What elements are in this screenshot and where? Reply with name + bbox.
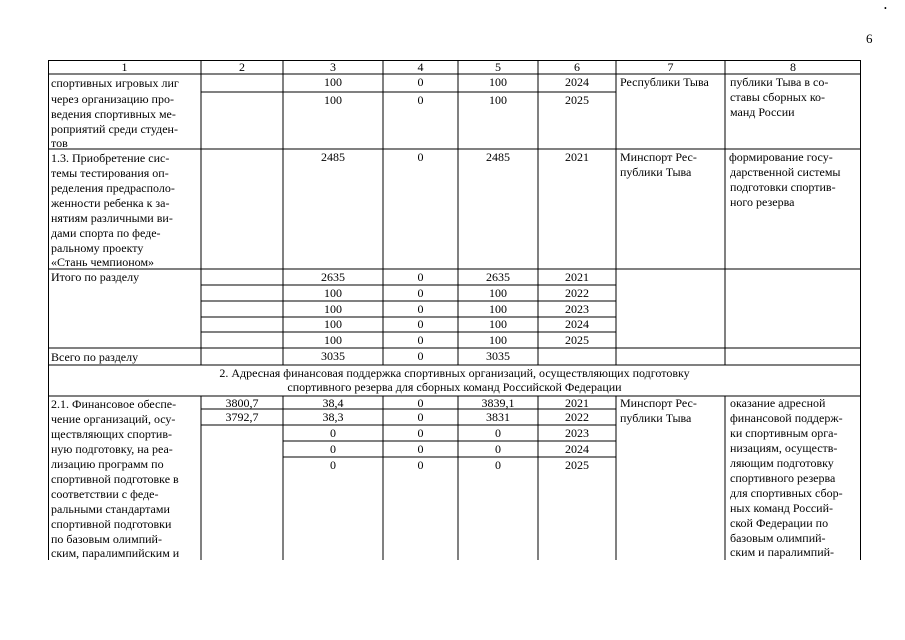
- text-line: ного резерва: [730, 195, 795, 209]
- cell-c5: 0: [495, 458, 501, 472]
- text-line: спортивного резерва: [730, 471, 836, 485]
- text-line: нятиям различными ви-: [51, 211, 173, 225]
- cell-c4: 0: [417, 396, 424, 410]
- cell-c3: 38,3: [322, 410, 344, 424]
- text-line: дами спорта по феде-: [51, 226, 161, 240]
- cell-c2: 3792,7: [225, 410, 259, 424]
- text-line: 2.1. Финансовое обеспе-: [51, 397, 177, 411]
- cell-c4: 0: [417, 286, 424, 300]
- cell-c5: 0: [495, 426, 501, 440]
- text-line: ную подготовку, на реа-: [51, 442, 173, 456]
- vsego-label: Всего по разделу: [51, 350, 139, 364]
- cell-c3: 2485: [321, 150, 345, 164]
- cell-c5: 100: [489, 286, 507, 300]
- text-line: оказание адресной: [730, 396, 826, 410]
- cell-c3: 38,4: [322, 396, 344, 410]
- text-line: ральными стандартами: [51, 502, 170, 516]
- cell-c5: 100: [489, 75, 507, 89]
- cell-c6: 2025: [565, 93, 589, 107]
- text-line: ской Федерации по: [730, 516, 829, 530]
- text-line: ведения спортивных ме-: [51, 107, 176, 121]
- cell-c5: 3839,1: [481, 396, 515, 410]
- page-number: 6: [866, 31, 873, 46]
- cell-c3: 3035: [321, 349, 345, 363]
- cell-c6: 2025: [565, 333, 589, 347]
- cell-c3: 0: [330, 426, 336, 440]
- text-line: финансовой поддерж-: [730, 411, 843, 425]
- text-line: через организацию про-: [51, 92, 174, 106]
- cell-c5: 100: [489, 93, 507, 107]
- text-line: ским, паралимпийским и: [51, 546, 180, 560]
- text-line: ральному проекту: [51, 241, 144, 255]
- cell-c5: 3035: [486, 349, 510, 363]
- header-col-7: 7: [667, 60, 674, 74]
- text-line: низациям, осуществ-: [730, 441, 838, 455]
- cell-c6: 2021: [565, 270, 589, 284]
- text-line: Минспорт Рес-: [620, 150, 697, 164]
- text-line: темы тестирования оп-: [51, 166, 169, 180]
- cell-c4: 0: [417, 317, 424, 331]
- text-line: подготовки спортив-: [730, 180, 836, 194]
- cell-c4: 0: [417, 349, 424, 363]
- section-2-title-line2: спортивного резерва для сборных команд Российской Федерации: [287, 380, 622, 394]
- cell-c3: 100: [324, 75, 342, 89]
- header-col-4: 4: [417, 60, 424, 74]
- text-line: формирование госу-: [729, 150, 833, 164]
- cell-c3: 100: [324, 286, 342, 300]
- text-line: чение организаций, осу-: [51, 412, 176, 426]
- text-line: ским и паралимпий-: [730, 545, 835, 559]
- header-col-2: 2: [239, 60, 245, 74]
- text-line: по базовым олимпий-: [51, 532, 162, 546]
- cell-c5: 2485: [486, 150, 510, 164]
- text-line: ставы сборных ко-: [730, 90, 826, 104]
- text-line: соответствии с феде-: [51, 487, 159, 501]
- text-line: публики Тыва: [620, 411, 692, 425]
- section-2-title-line1: 2. Адресная финансовая поддержка спортивных организаций, осуществляющих подготовку: [219, 366, 690, 380]
- cell-c5: 100: [489, 333, 507, 347]
- text-line: Минспорт Рес-: [620, 396, 697, 410]
- text-line: спортивной подготовки: [51, 517, 172, 531]
- cell-c6: 2023: [565, 426, 589, 440]
- text-line: для спортивных сбор-: [730, 486, 843, 500]
- text-line: дарственной системы: [730, 165, 841, 179]
- block1-executor: Республики Тыва: [620, 75, 709, 89]
- cell-c3: 100: [324, 317, 342, 331]
- text-line: ределения предрасполо-: [51, 181, 175, 195]
- text-line: публики Тыва: [620, 165, 692, 179]
- cell-c6: 2022: [565, 410, 589, 424]
- cell-c5: 0: [495, 442, 501, 456]
- cell-c6: 2021: [565, 396, 589, 410]
- cell-c3: 100: [324, 93, 342, 107]
- corner-mark: •: [884, 4, 887, 13]
- cell-c4: 0: [417, 458, 424, 472]
- text-line: ных команд Россий-: [730, 501, 834, 515]
- cell-c3: 0: [330, 442, 336, 456]
- text-line: публики Тыва в со-: [730, 75, 829, 89]
- header-col-1: 1: [121, 60, 128, 74]
- text-line: 1.3. Приобретение сис-: [51, 151, 170, 165]
- header-col-5: 5: [495, 60, 501, 74]
- header-col-6: 6: [574, 60, 580, 74]
- text-line: манд России: [730, 105, 795, 119]
- cell-c6: 2025: [565, 458, 589, 472]
- cell-c5: 100: [489, 302, 507, 316]
- header-col-3: 3: [330, 60, 336, 74]
- cell-c5: 3831: [486, 410, 510, 424]
- cell-c3: 100: [324, 302, 342, 316]
- cell-c6: 2021: [565, 150, 589, 164]
- cell-c5: 100: [489, 317, 507, 331]
- cell-c4: 0: [417, 442, 424, 456]
- cell-c4: 0: [417, 150, 424, 164]
- cell-c6: 2023: [565, 302, 589, 316]
- text-line: спортивных игровых лиг: [51, 76, 179, 90]
- cell-c5: 2635: [486, 270, 510, 284]
- program-table: [48, 60, 861, 560]
- cell-c4: 0: [417, 302, 424, 316]
- cell-c2: 3800,7: [225, 396, 259, 410]
- itogo-label: Итого по разделу: [51, 270, 140, 284]
- cell-c6: 2024: [565, 75, 589, 89]
- text-line: ки спортивным орга-: [730, 426, 838, 440]
- cell-c4: 0: [417, 93, 424, 107]
- cell-c4: 0: [417, 270, 424, 284]
- text-line: роприятий среди студен-: [51, 122, 178, 136]
- header-col-8: 8: [790, 60, 796, 74]
- cell-c6: 2022: [565, 286, 589, 300]
- text-line: женности ребенка к за-: [51, 196, 170, 210]
- text-line: спортивной подготовке в: [51, 472, 179, 486]
- text-line: ляющим подготовку: [730, 456, 834, 470]
- text-line: базовым олимпий-: [730, 531, 826, 545]
- cell-c6: 2024: [565, 442, 589, 456]
- text-line: ществляющих спортив-: [51, 427, 172, 441]
- cell-c3: 0: [330, 458, 336, 472]
- cell-c4: 0: [417, 75, 424, 89]
- text-line: тов: [51, 136, 68, 150]
- cell-c6: 2024: [565, 317, 589, 331]
- text-line: лизацию программ по: [51, 457, 164, 471]
- cell-c3: 2635: [321, 270, 345, 284]
- cell-c3: 100: [324, 333, 342, 347]
- text-line: «Стань чемпионом»: [51, 255, 155, 269]
- cell-c4: 0: [417, 426, 424, 440]
- cell-c4: 0: [417, 410, 424, 424]
- cell-c4: 0: [417, 333, 424, 347]
